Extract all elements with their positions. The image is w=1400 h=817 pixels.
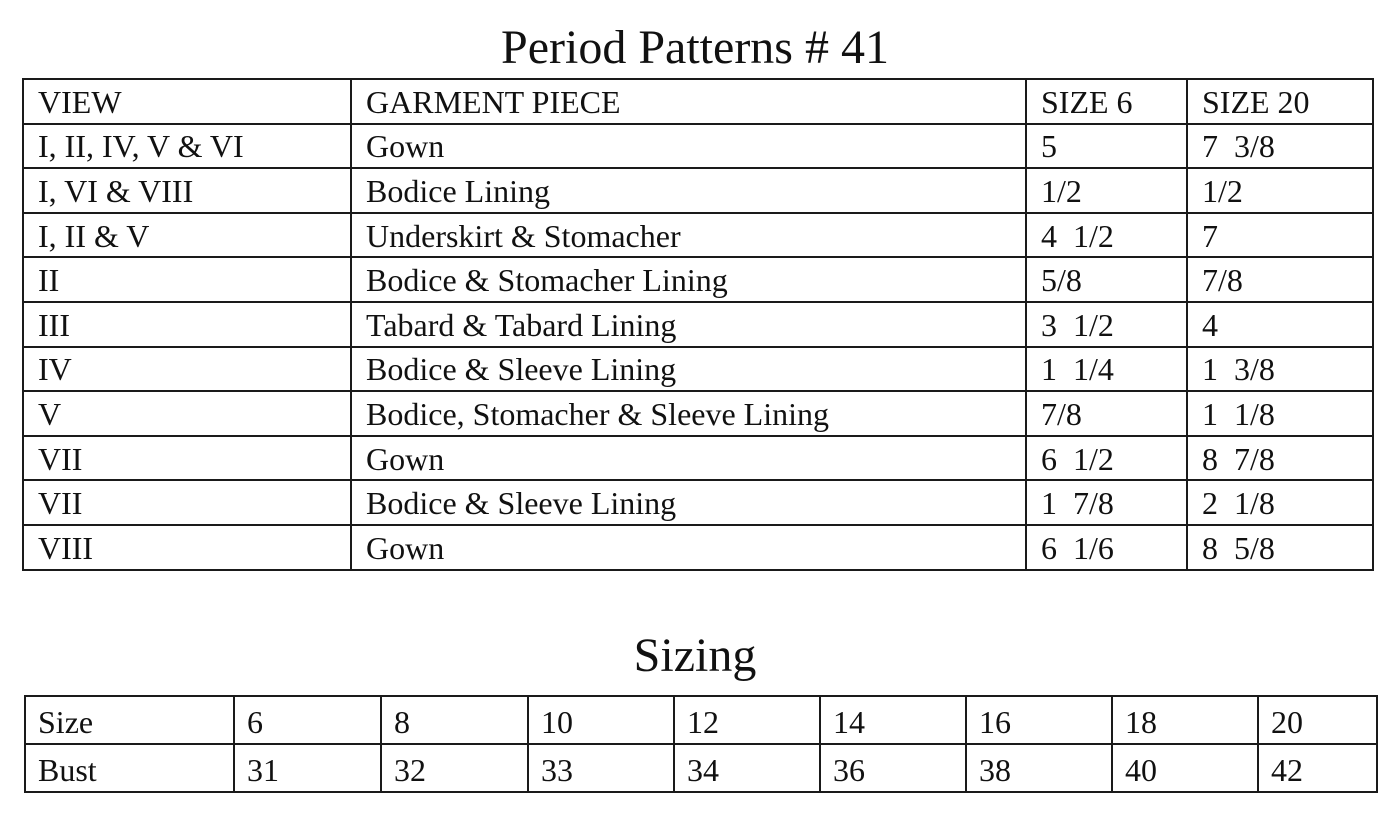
sizing-cell: 16	[966, 696, 1112, 744]
table-cell: VII	[23, 436, 351, 481]
table-cell: II	[23, 257, 351, 302]
column-header: SIZE 6	[1026, 79, 1187, 124]
table-row	[23, 436, 1373, 481]
table-row	[23, 347, 1373, 392]
column-header: VIEW	[23, 79, 351, 124]
table-cell: 8 7/8	[1187, 436, 1373, 481]
table-cell: 8 5/8	[1187, 525, 1373, 570]
sizing-cell: 38	[966, 744, 1112, 792]
table-cell: 1 7/8	[1026, 480, 1187, 525]
table-cell: Bodice & Stomacher Lining	[351, 257, 1026, 302]
table-row	[23, 391, 1373, 436]
sizing-cell: 36	[820, 744, 966, 792]
sizing-cell: 18	[1112, 696, 1258, 744]
table-cell: VII	[23, 480, 351, 525]
sizing-cell: 12	[674, 696, 820, 744]
table-header-row	[23, 79, 1373, 124]
table-cell: 5/8	[1026, 257, 1187, 302]
table-cell: IV	[23, 347, 351, 392]
column-header: SIZE 20	[1187, 79, 1373, 124]
sizing-cell: 8	[381, 696, 528, 744]
table-cell: 1/2	[1187, 168, 1373, 213]
table-cell: 7	[1187, 213, 1373, 258]
sizing-cell: 33	[528, 744, 674, 792]
sizing-cell: 10	[528, 696, 674, 744]
table-cell: 4 1/2	[1026, 213, 1187, 258]
page-title: Period Patterns # 41	[501, 21, 889, 74]
table-cell: 2 1/8	[1187, 480, 1373, 525]
table-cell: Gown	[351, 124, 1026, 169]
table-cell: 1 1/8	[1187, 391, 1373, 436]
table-cell: 5	[1026, 124, 1187, 169]
sizing-cell: 34	[674, 744, 820, 792]
sizing-cell: 31	[234, 744, 381, 792]
table-cell: 1/2	[1026, 168, 1187, 213]
column-header: GARMENT PIECE	[351, 79, 1026, 124]
sizing-table	[24, 695, 1378, 793]
table-cell: VIII	[23, 525, 351, 570]
table-cell: Tabard & Tabard Lining	[351, 302, 1026, 347]
table-cell: 1 3/8	[1187, 347, 1373, 392]
table-cell: I, II, IV, V & VI	[23, 124, 351, 169]
sizing-cell: 20	[1258, 696, 1377, 744]
table-cell: Gown	[351, 436, 1026, 481]
table-cell: 1 1/4	[1026, 347, 1187, 392]
table-cell: 3 1/2	[1026, 302, 1187, 347]
table-row	[23, 257, 1373, 302]
sizing-cell: 40	[1112, 744, 1258, 792]
sizing-table-body	[25, 696, 1377, 792]
table-cell: Gown	[351, 525, 1026, 570]
table-row	[23, 480, 1373, 525]
sizing-title: Sizing	[633, 629, 757, 682]
sizing-cell: 42	[1258, 744, 1377, 792]
sizing-cell: 6	[234, 696, 381, 744]
sizing-cell: 14	[820, 696, 966, 744]
table-cell: Bodice, Stomacher & Sleeve Lining	[351, 391, 1026, 436]
table-cell: 6 1/6	[1026, 525, 1187, 570]
table-cell: 7/8	[1187, 257, 1373, 302]
sizing-row	[25, 696, 1377, 744]
sizing-row	[25, 744, 1377, 792]
yardage-table-body	[23, 79, 1373, 570]
table-cell: Underskirt & Stomacher	[351, 213, 1026, 258]
table-cell: III	[23, 302, 351, 347]
table-row	[23, 213, 1373, 258]
table-cell: Bodice & Sleeve Lining	[351, 347, 1026, 392]
table-row	[23, 124, 1373, 169]
table-row	[23, 525, 1373, 570]
sizing-row-label: Bust	[25, 744, 234, 792]
table-cell: Bodice & Sleeve Lining	[351, 480, 1026, 525]
yardage-table	[22, 78, 1374, 571]
table-cell: Bodice Lining	[351, 168, 1026, 213]
table-row	[23, 302, 1373, 347]
table-cell: 7/8	[1026, 391, 1187, 436]
sizing-cell: 32	[381, 744, 528, 792]
sizing-row-label: Size	[25, 696, 234, 744]
table-cell: 7 3/8	[1187, 124, 1373, 169]
table-cell: I, II & V	[23, 213, 351, 258]
table-cell: 4	[1187, 302, 1373, 347]
table-row	[23, 168, 1373, 213]
table-cell: 6 1/2	[1026, 436, 1187, 481]
table-cell: V	[23, 391, 351, 436]
table-cell: I, VI & VIII	[23, 168, 351, 213]
